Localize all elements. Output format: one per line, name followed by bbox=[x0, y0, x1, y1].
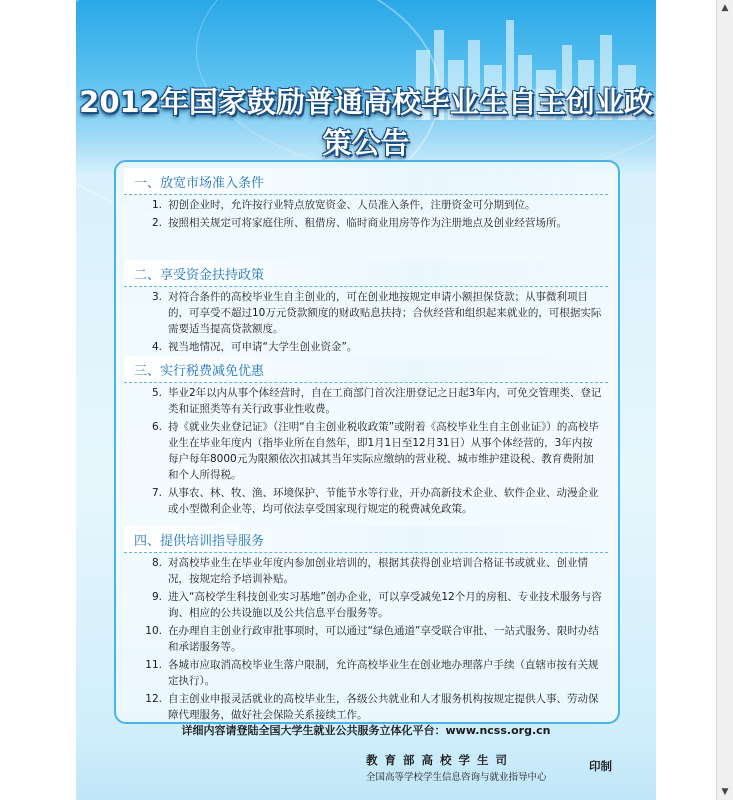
issuer-center: 全国高等学校学生信息咨询与就业指导中心 bbox=[366, 772, 547, 783]
list-item bbox=[124, 289, 608, 337]
item-text: 视当地情况，可申请“大学生创业资金”。 bbox=[168, 341, 358, 353]
platform-link-text: 详细内容请登陆全国大学生就业公共服务立体化平台：www.ncss.org.cn bbox=[181, 724, 551, 737]
item-text: 毕业2年以内从事个体经营时，自在工商部门首次注册登记之日起3年内，可免交管理类、登记类和证照类等有关行政事业性收费。 bbox=[168, 387, 602, 415]
item-number: 4. bbox=[151, 341, 162, 353]
section-tax-relief bbox=[124, 356, 608, 519]
item-number: 3. bbox=[151, 291, 162, 303]
content-panel bbox=[114, 160, 620, 724]
section-training-guidance bbox=[124, 526, 608, 725]
section-market-access bbox=[124, 168, 608, 233]
item-number: 12. bbox=[145, 693, 162, 705]
section-heading: 三、实行税费减免优惠 bbox=[124, 356, 608, 383]
issuer-name: 教育部高校学生司 bbox=[366, 753, 514, 767]
item-text: 持《就业失业登记证》（注明“自主创业税收政策”或附着《高校毕业生自主创业证》）的高校毕业生在毕业年度内（指毕业所在自然年，即1月1日至12月31日）从事个体经营的，3年内按每户每年8000元为限额依次扣减其当年实际应缴纳的营业税、城市维护建设税、教育费附加和个人所得税。 bbox=[168, 421, 599, 481]
item-number: 9. bbox=[151, 591, 162, 603]
item-number: 1. bbox=[151, 199, 162, 211]
item-number: 2. bbox=[151, 217, 162, 229]
item-number: 10. bbox=[145, 625, 162, 637]
scroll-down-arrow-icon[interactable]: ▼ bbox=[721, 787, 729, 797]
poster-title: 2012年国家鼓励普通高校毕业生自主创业政策公告 bbox=[79, 85, 653, 160]
item-text: 自主创业申报灵活就业的高校毕业生，各级公共就业和人才服务机构按规定提供人事、劳动保障代理服务，做好社会保险关系接续工作。 bbox=[168, 693, 599, 721]
item-text: 对符合条件的高校毕业生自主创业的，可在创业地按规定申请小额担保贷款；从事微利项目的，可享受不超过10万元贷款额度的财政贴息扶持；合伙经营和组织起来就业的，可根据实际需要适当提高贷款额度。 bbox=[168, 291, 602, 335]
scroll-up-arrow-icon[interactable]: ▲ bbox=[721, 3, 729, 13]
list-item bbox=[124, 589, 608, 621]
print-label: 印制 bbox=[589, 759, 612, 773]
list-item bbox=[124, 657, 608, 689]
list-item bbox=[124, 197, 608, 213]
list-item bbox=[124, 339, 608, 355]
list-item bbox=[124, 419, 608, 483]
list-item bbox=[124, 623, 608, 655]
list-item bbox=[124, 691, 608, 723]
item-text: 进入“高校学生科技创业实习基地”创办企业，可以享受减免12个月的房租、专业技术服务与咨询、相应的公共设施以及公共信息平台服务等。 bbox=[168, 591, 602, 619]
item-text: 按照相关规定可将家庭住所、租借房、临时商业用房等作为注册地点及创业经营场所。 bbox=[168, 217, 567, 229]
item-text: 对高校毕业生在毕业年度内参加创业培训的，根据其获得创业培训合格证书或就业、创业情况，按规定给予培训补贴。 bbox=[168, 557, 588, 585]
list-item bbox=[124, 385, 608, 417]
item-number: 7. bbox=[151, 487, 162, 499]
list-item bbox=[124, 555, 608, 587]
section-heading: 一、放宽市场准入条件 bbox=[124, 168, 608, 195]
vertical-scrollbar[interactable] bbox=[716, 0, 733, 800]
section-heading: 四、提供培训指导服务 bbox=[124, 526, 608, 553]
item-number: 8. bbox=[151, 557, 162, 569]
list-item bbox=[124, 485, 608, 517]
item-number: 6. bbox=[151, 421, 162, 433]
section-heading: 二、享受资金扶持政策 bbox=[124, 260, 608, 287]
item-number: 5. bbox=[151, 387, 162, 399]
item-text: 从事农、林、牧、渔、环境保护、节能节水等行业，开办高新技术企业、软件企业、动漫企业或小型微利企业等，均可依法享受国家现行规定的税费减免政策。 bbox=[168, 487, 599, 515]
policy-poster bbox=[76, 0, 656, 800]
item-text: 各城市应取消高校毕业生落户限制，允许高校毕业生在创业地办理落户手续（直辖市按有关规定执行）。 bbox=[168, 659, 599, 687]
list-item bbox=[124, 215, 608, 231]
item-text: 初创企业时，允许按行业特点放宽资金、人员准入条件，注册资金可分期到位。 bbox=[168, 199, 536, 211]
section-funding-support bbox=[124, 260, 608, 357]
item-number: 11. bbox=[145, 659, 162, 671]
item-text: 在办理自主创业行政审批事项时，可以通过“绿色通道”享受联合审批、一站式服务、限时办结和承诺服务等。 bbox=[168, 625, 599, 653]
